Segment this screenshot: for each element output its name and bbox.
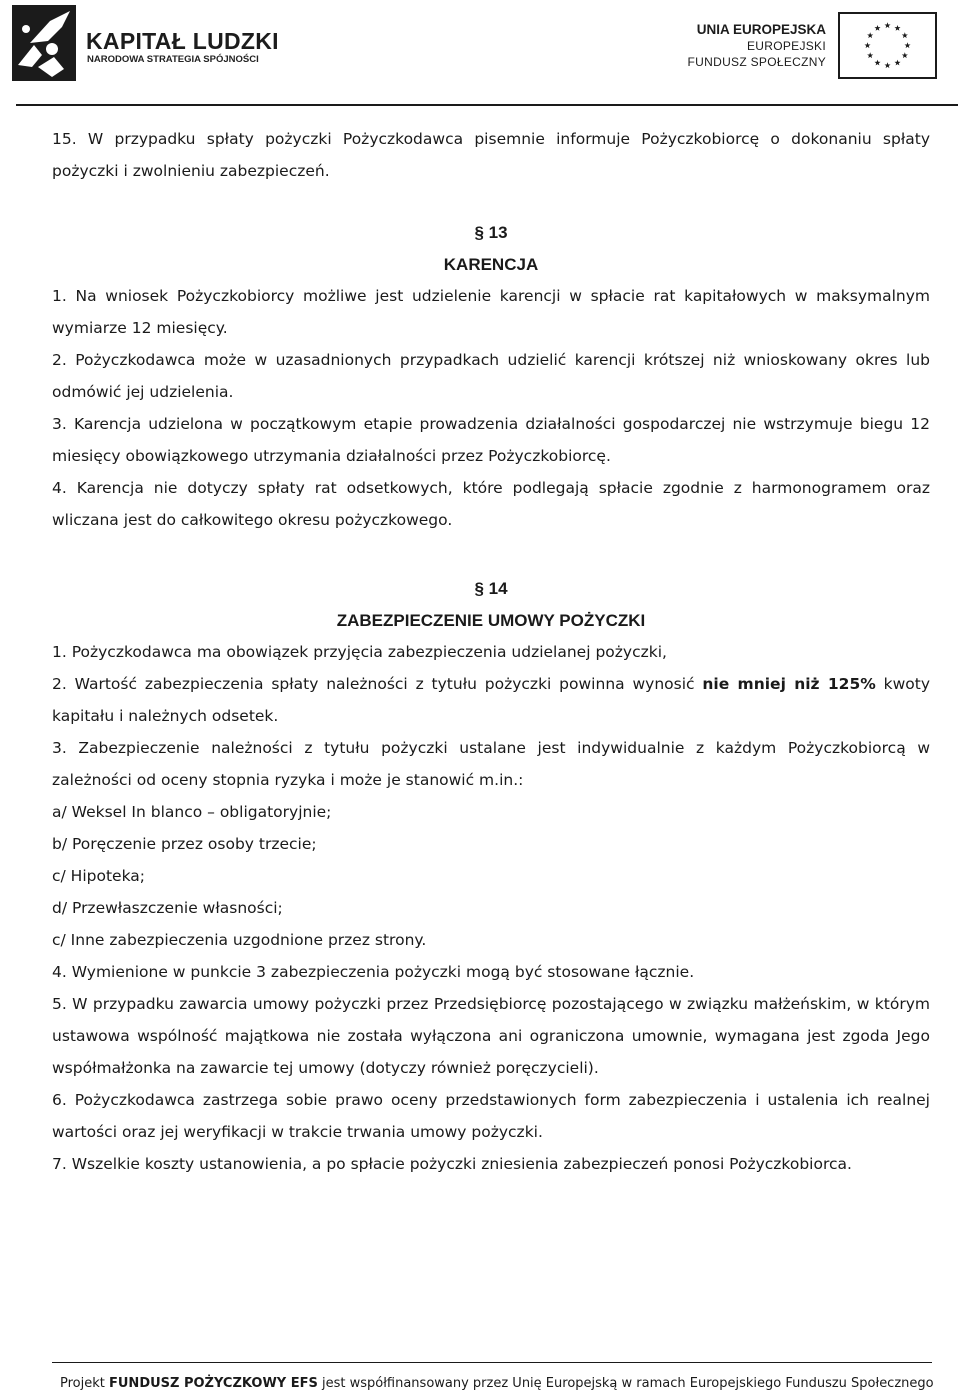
s14-item-5: 5. W przypadku zawarcia umowy pożyczki przez Przedsiębiorcę pozostającego w związku małżeńskim, w którym ustawowa wspólność majątkowa nie została wyłączona ani ograniczona umownie, wymagana jest zgoda Jego współmałżonka na zawarcie tej umowy (dotyczy również poręczycieli).	[52, 995, 930, 1077]
s14-item-6: 6. Pożyczkodawca zastrzega sobie prawo oceny przedstawionych form zabezpieczenia i ustalenia ich realnej wartości oraz jej weryfikacji w trakcie trwania umowy pożyczki.	[52, 1091, 930, 1141]
section-13-number: § 13	[474, 223, 508, 242]
section-14-heading: ZABEZPIECZENIE UMOWY POŻYCZKI	[336, 611, 646, 630]
s14-item-2: 2. Wartość zabezpieczenia spłaty należności z tytułu pożyczki powinna wynosić nie mniej niż 125% kwoty kapitału i należnych odsetek.	[52, 675, 930, 725]
kapital-ludzki-title: KAPITAŁ LUDZKI	[86, 28, 279, 54]
eu-subtitle-line1: EUROPEJSKI	[746, 39, 826, 53]
eu-title: UNIA EUROPEJSKA	[696, 22, 826, 37]
s13-item-4: 4. Karencja nie dotyczy spłaty rat odsetkowych, które podlegają spłacie zgodnie z harmonogramem oraz wliczana jest do całkowitego okresu pożyczkowego.	[52, 479, 930, 529]
paragraph-15: 15. W przypadku spłaty pożyczki Pożyczkodawca pisemnie informuje Pożyczkobiorcę o dokonaniu spłaty pożyczki i zwolnieniu zabezpieczeń.	[52, 130, 930, 180]
project-name: FUNDUSZ POŻYCZKOWY EFS	[109, 1376, 318, 1391]
s14-item-7: 7. Wszelkie koszty ustanowienia, a po spłacie pożyczki zniesienia zabezpieczeń ponosi Pożyczkobiorca.	[52, 1155, 852, 1173]
page-footer: Projekt FUNDUSZ POŻYCZKOWY EFS jest współfinansowany przez Unię Europejską w ramach Europejskiego Funduszu Społecznego	[60, 1376, 934, 1391]
s13-item-1: 1. Na wniosek Pożyczkobiorcy możliwe jest udzielenie karencji w spłacie rat kapitałowych w maksymalnym wymiarze 12 miesięcy.	[52, 287, 930, 337]
eu-logo-text	[688, 22, 826, 70]
collateral-list-item: b/ Poręczenie przez osoby trzecie;	[52, 835, 317, 853]
s14-item-1: 1. Pożyczkodawca ma obowiązek przyjęcia zabezpieczenia udzielanej pożyczki,	[52, 643, 667, 661]
kapital-ludzki-subtitle: NARODOWA STRATEGIA SPÓJNOŚCI	[87, 54, 259, 65]
collateral-list-item: d/ Przewłaszczenie własności;	[52, 899, 283, 917]
kapital-ludzki-figure-icon	[12, 5, 76, 81]
document-body	[52, 123, 930, 1180]
collateral-list-item: c/ Hipoteka;	[52, 867, 145, 885]
s13-item-3: 3. Karencja udzielona w początkowym etapie prowadzenia działalności gospodarczej nie wstrzymuje biegu 12 miesięcy obowiązkowego utrzymania działalności przez Pożyczkobiorcę.	[52, 415, 930, 465]
section-13-heading: KARENCJA	[443, 255, 539, 274]
section-14-number: § 14	[474, 579, 508, 598]
s13-item-2: 2. Pożyczkodawca może w uzasadnionych przypadkach udzielić karencji krótszej niż wnioskowany okres lub odmówić jej udzielenia.	[52, 351, 930, 401]
s14-item-3: 3. Zabezpieczenie należności z tytułu pożyczki ustalane jest indywidualnie z każdym Pożyczkobiorcą w zależności od oceny stopnia ryzyka i może je stanowić m.in.:	[52, 739, 930, 789]
min-collateral-value: nie mniej niż 125%	[702, 675, 876, 693]
s14-item-4: 4. Wymienione w punkcie 3 zabezpieczenia pożyczki mogą być stosowane łącznie.	[52, 963, 695, 981]
page-header	[0, 0, 960, 110]
eu-subtitle-line2: FUNDUSZ SPOŁECZNY	[687, 55, 826, 69]
eu-flag-stars-icon	[838, 12, 937, 79]
footer-divider	[52, 1362, 932, 1363]
header-divider	[16, 104, 958, 106]
collateral-list-item: a/ Weksel In blanco – obligatoryjnie;	[52, 803, 332, 821]
collateral-list-item: c/ Inne zabezpieczenia uzgodnione przez strony.	[52, 931, 427, 949]
